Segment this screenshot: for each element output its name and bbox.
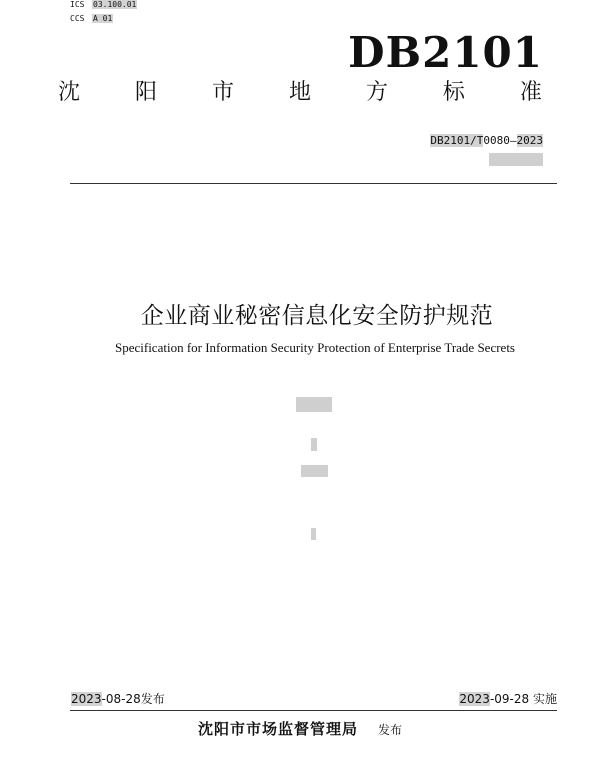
redacted-block xyxy=(311,438,317,451)
ccs-value: A 01 xyxy=(93,14,113,23)
effective-date-rest: -09-28 xyxy=(489,692,530,706)
ics-line xyxy=(70,0,137,10)
effective-date xyxy=(459,692,557,707)
region-standard-heading xyxy=(58,78,542,108)
region-char: 方 xyxy=(365,80,388,105)
ics-label: ICS xyxy=(70,0,85,9)
publish-date-rest: -08-28 xyxy=(101,692,141,706)
publish-date xyxy=(71,692,165,707)
region-char: 地 xyxy=(288,80,311,105)
std-year: 2023 xyxy=(516,134,543,147)
effective-label: 实施 xyxy=(532,692,557,706)
std-dash: — xyxy=(509,134,517,147)
redacted-block xyxy=(296,397,332,412)
redacted-block xyxy=(489,153,543,166)
region-char: 市 xyxy=(211,80,234,105)
publish-year: 2023 xyxy=(71,692,102,706)
ccs-line xyxy=(70,14,113,24)
region-char: 沈 xyxy=(58,80,81,105)
std-prefix: DB2101/T xyxy=(430,134,484,147)
redacted-block xyxy=(311,528,316,540)
effective-year: 2023 xyxy=(459,692,490,706)
standard-number xyxy=(430,134,543,148)
publisher-action: 发布 xyxy=(378,723,403,737)
std-number: 0080 xyxy=(483,134,510,147)
ccs-label: CCS xyxy=(70,14,85,23)
region-char: 阳 xyxy=(134,80,157,105)
region-char: 准 xyxy=(519,80,542,105)
ics-value: 03.100.01 xyxy=(93,0,137,9)
header-divider xyxy=(70,183,557,184)
publisher-name: 沈阳市市场监督管理局 xyxy=(197,720,358,738)
publisher-line xyxy=(0,718,600,739)
document-title-cn: 企业商业秘密信息化安全防护规范 xyxy=(140,303,494,329)
publish-label: 发布 xyxy=(140,692,165,706)
region-char: 标 xyxy=(442,80,465,105)
footer-divider xyxy=(70,710,557,711)
redacted-block xyxy=(301,465,328,477)
standard-logo: DB2101 xyxy=(348,28,543,77)
document-title-en: Specification for Information Security Protection of Enterprise Trade Secrets xyxy=(114,340,515,355)
